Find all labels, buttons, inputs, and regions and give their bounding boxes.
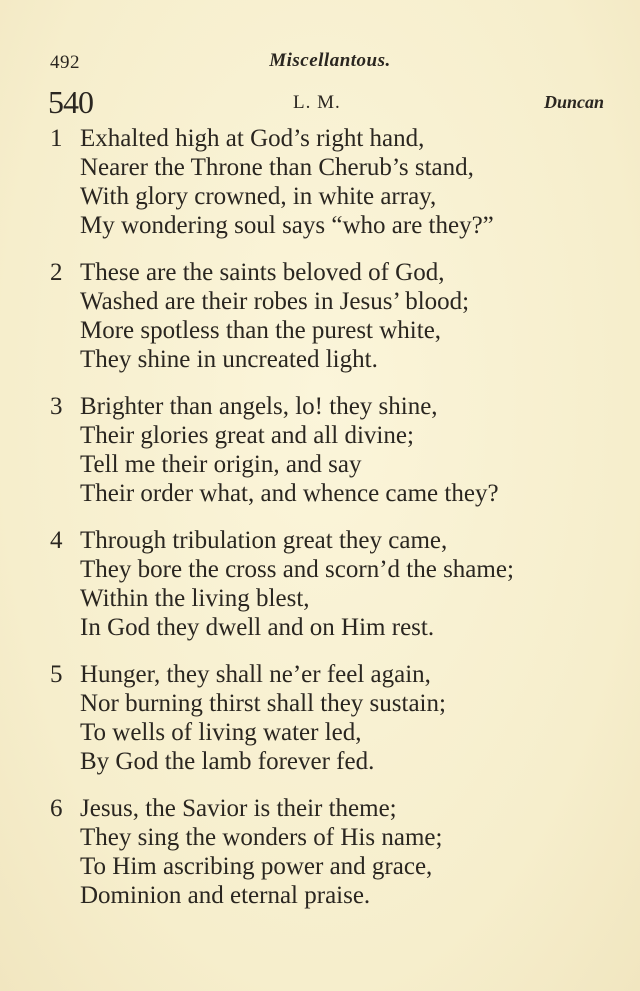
stanza-number: 3 (50, 393, 63, 420)
stanza-number: 2 (50, 259, 63, 286)
stanza-line: Their glories great and all divine; (80, 422, 414, 449)
stanza (50, 258, 610, 374)
page-number: 492 (50, 52, 80, 73)
stanza-line: In God they dwell and on Him rest. (80, 614, 435, 641)
stanza-line: Within the living blest, (80, 585, 310, 612)
stanza-line: More spotless than the purest white, (80, 317, 442, 344)
stanza-line: Hunger, they shall ne’er feel again, (80, 661, 431, 688)
hymn-text (50, 124, 610, 928)
section-title: Miscellantous. (269, 50, 391, 71)
stanza-line: Their order what, and whence came they? (80, 480, 499, 507)
running-head (50, 50, 610, 74)
stanza-line: Dominion and eternal praise. (80, 882, 371, 909)
hymn-meter: L. M. (293, 92, 341, 113)
tune-name: Duncan (543, 92, 604, 112)
stanza (50, 124, 610, 240)
stanza-number: 1 (50, 125, 63, 152)
stanza-line: They bore the cross and scorn’d the shame; (80, 556, 514, 583)
stanza-line: They shine in uncreated light. (80, 346, 378, 373)
stanza-line: Washed are their robes in Jesus’ blood; (80, 288, 470, 315)
stanza-line: By God the lamb forever fed. (80, 748, 375, 775)
stanza-line: They sing the wonders of His name; (80, 824, 443, 851)
stanza-line: Through tribulation great they came, (80, 527, 448, 554)
stanza (50, 660, 610, 776)
hymn-number: 540 (48, 84, 93, 120)
stanza-line: To Him ascribing power and grace, (80, 853, 433, 880)
stanza-line: My wondering soul says “who are they?” (80, 212, 494, 239)
stanza (50, 392, 610, 508)
stanza-line: Jesus, the Savior is their theme; (80, 795, 397, 822)
stanza-line: Brighter than angels, lo! they shine, (80, 393, 438, 420)
stanza-line: To wells of living water led, (80, 719, 362, 746)
stanza-line: Nor burning thirst shall they sustain; (80, 690, 446, 717)
stanza (50, 794, 610, 910)
hymn-heading (48, 86, 604, 118)
stanza-line: Tell me their origin, and say (80, 451, 362, 478)
stanza-line: Exhalted high at God’s right hand, (80, 125, 425, 152)
stanza-number: 4 (50, 527, 63, 554)
stanza-line: Nearer the Throne than Cherub’s stand, (80, 154, 474, 181)
stanza-number: 6 (50, 795, 63, 822)
stanza-line: With glory crowned, in white array, (80, 183, 437, 210)
stanza-line: These are the saints beloved of God, (80, 259, 445, 286)
stanza-number: 5 (50, 661, 63, 688)
stanza (50, 526, 610, 642)
